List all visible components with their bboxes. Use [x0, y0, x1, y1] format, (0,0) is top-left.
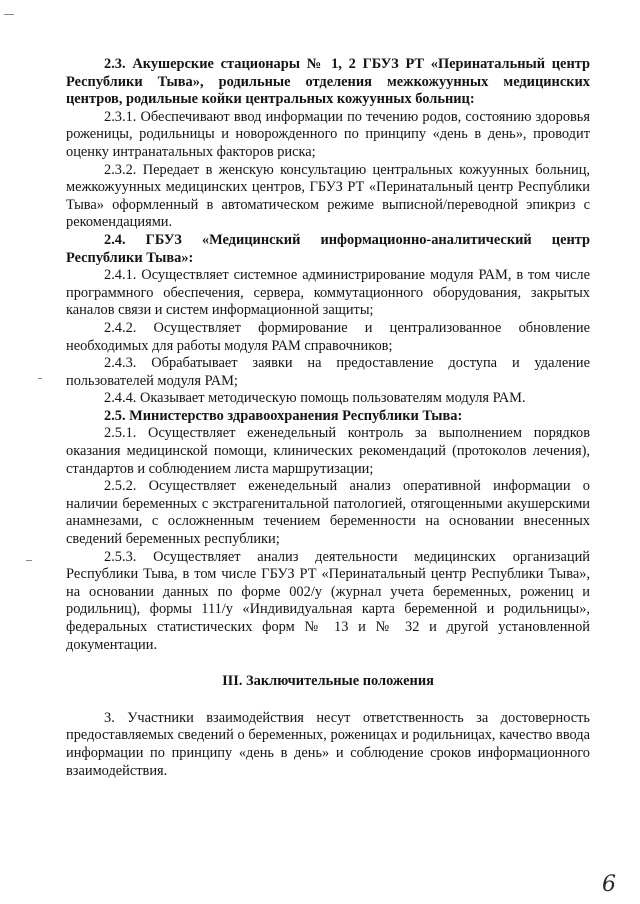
section-2-4-heading: 2.4. ГБУЗ «Медицинский информационно-аналитический центр Республики Тыва»:	[66, 231, 590, 266]
page-number: 6	[602, 872, 616, 897]
section-2-3-heading: 2.3. Акушерские стационары № 1, 2 ГБУЗ РТ «Перинатальный центр Республики Тыва», родильные отделения межкожуунных медицинских центров, родильные койки центральных кожуунных больниц:	[66, 56, 590, 108]
scan-speck-left-1	[38, 378, 42, 379]
clause-2-3-2: 2.3.2. Передает в женскую консультацию центральных кожуунных больниц, межкожуунных медицинских центров, ГБУЗ РТ «Перинатальный центр Республики Тыва» оформленный в автоматическом режиме выписной/переводной эпикриз с рекомендациями.	[66, 161, 590, 231]
document-page	[66, 56, 590, 780]
clause-2-5-2: 2.5.2. Осуществляет еженедельный анализ оперативной информации о наличии беременных с экстрагенитальной патологией, отягощенными акушерскими анамнезами, с осложненным течением беременности на основании внесенных сведений беременных республики;	[66, 478, 590, 548]
clause-2-4-4: 2.4.4. Оказывает методическую помощь пользователям модуля РАМ.	[104, 390, 526, 407]
clause-2-4-3: 2.4.3. Обрабатывает заявки на предоставление доступа и удаление пользователей модуля РАМ;	[66, 355, 590, 389]
clause-2-5-3: 2.5.3. Осуществляет анализ деятельности медицинских организаций Республики Тыва, в том числе ГБУЗ РТ «Перинатальный центр Республики Тыва», на основании данных по форме 002/у (журнал учета беременных, рожениц и родильниц), формы 111/у «Индивидуальная карта беременной и родильницы», федеральных статистических форм № 13 и № 32 и другой установленной документации.	[66, 548, 590, 653]
section-3-title: III. Заключительные положения	[222, 673, 434, 690]
clause-3: 3. Участники взаимодействия несут ответственность за достоверность предоставляемых сведений о беременных, роженицах и родильницах, качество ввода информации по принципу «день в день» и соблюдение сроков информационного взаимодействия.	[66, 709, 590, 779]
section-2-5-heading: 2.5. Министерство здравоохранения Республики Тыва:	[104, 407, 463, 424]
clause-2-4-2: 2.4.2. Осуществляет формирование и централизованное обновление необходимых для работы модуля РАМ справочников;	[66, 319, 590, 354]
scan-speck-top-left	[4, 14, 14, 15]
clause-2-3-1: 2.3.1. Обеспечивают ввод информации по течению родов, состоянию здоровья роженицы, родильницы и новорожденного по принципу «день в день», проводит оценку интранатальных факторов риска;	[66, 108, 590, 160]
clause-2-5-1: 2.5.1. Осуществляет еженедельный контроль за выполнением порядков оказания медицинской помощи, клинических рекомендаций (протоколов лечения), стандартов и соблюдением листа маршрутизации;	[66, 425, 590, 477]
scan-speck-left-2	[26, 560, 32, 561]
clause-2-4-1: 2.4.1. Осуществляет системное администрирование модуля РАМ, в том числе программного обеспечения, сервера, коммутационного оборудования, закрытых каналов связи и систем информационной защиты;	[66, 267, 590, 319]
